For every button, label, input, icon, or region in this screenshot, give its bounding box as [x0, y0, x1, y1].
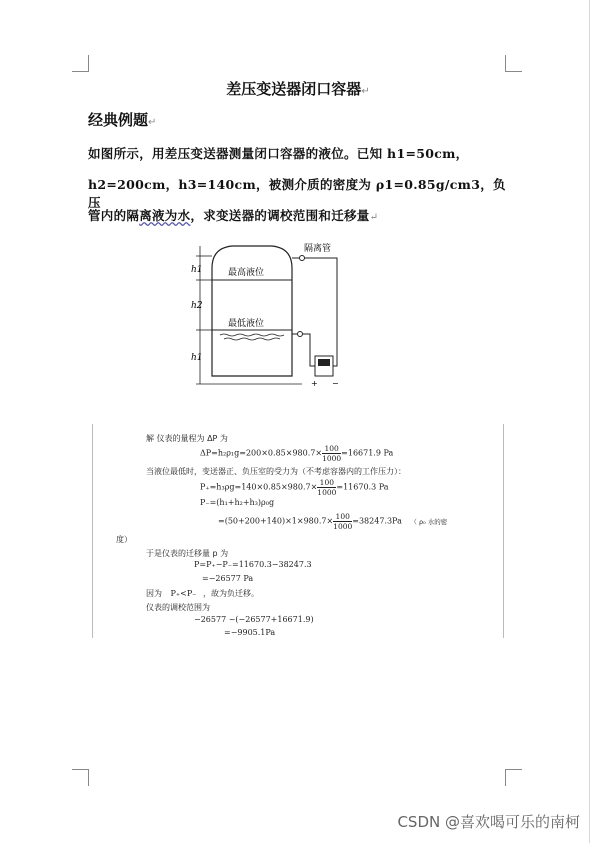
sol-line-3: 当液位最低时，变送器正、负压室的受力为（不考虑容器内的工作压力）：: [146, 467, 406, 476]
sol-line-7: 度）: [116, 535, 132, 544]
document-title: [0, 78, 596, 99]
sol-line-5: P₋=(h₁+h₂+h₃)ρ₀g: [200, 498, 275, 507]
section-heading: [88, 109, 156, 130]
paragraph-mark: ↵: [361, 86, 370, 97]
label-plus: +: [311, 379, 318, 388]
label-h1-bottom: h1: [191, 353, 203, 363]
sol-line-9: P=P₊−P₋=11670.3−38247.3: [194, 560, 312, 569]
crop-mark-top-right: [505, 55, 522, 72]
paragraph-mark: ↵: [369, 212, 379, 223]
sol-line-6: =(50+200+140)×1×980.7× $\frac{100}{1000}$ =38247.3Pa （ ρ₀ 水的密: [218, 512, 448, 531]
sol-line-4: P₊=h₃ρg=140×0.85×980.7× $\frac{100}{1000}$ =11670.3 Pa: [200, 478, 389, 497]
crop-mark-top-left: [72, 55, 89, 72]
sol-line-14: =−9905.1Pa: [224, 628, 276, 637]
crop-mark-bottom-right: [505, 769, 522, 786]
problem-line-2: h2=200cm，h3=140cm，被测介质的密度为 ρ1=0.85g/cm3，负压: [88, 177, 506, 210]
sol-line-2: ΔP=h₂ρ₁g=200×0.85×980.7× $\frac{100}{1000}$ =16671.9 Pa: [200, 444, 394, 463]
isolation-pipe: [292, 258, 337, 366]
crop-mark-bottom-left: [72, 769, 89, 786]
sol-line-1: 解 仪表的量程为 ΔP 为: [146, 434, 228, 443]
label-min-level: 最低液位: [228, 319, 265, 329]
sol-line-13: −26577 ~(−26577+16671.9): [194, 615, 314, 624]
title-text: 差压变送器闭口容器: [226, 80, 362, 98]
label-max-level: 最高液位: [228, 268, 265, 278]
label-minus: −: [332, 379, 339, 388]
solution-right-border: [503, 424, 504, 638]
positive-pipe: [292, 334, 318, 366]
solution-left-border: [92, 424, 93, 638]
page-edge: [589, 0, 590, 843]
sol-line-8: 于是仪表的迁移量 p 为: [146, 549, 229, 558]
problem-line-3-c: ，求变送器的调校范围和迁移量: [190, 208, 370, 223]
problem-line-3-b: 离液为水: [139, 208, 191, 223]
sol-line-10: =−26577 Pa: [202, 574, 254, 583]
problem-line-3: [88, 206, 508, 224]
label-isolation-pipe: 隔离管: [304, 244, 332, 254]
transmitter-display: [318, 359, 330, 366]
problem-line-1: 如图所示，用差压变送器测量闭口容器的液位。已知 h1=50cm，: [88, 146, 469, 161]
problem-line-3-a: 管内的隔: [88, 208, 140, 223]
label-h2: h2: [191, 301, 203, 311]
valve-icon: [298, 332, 303, 337]
label-h1-top: h1: [191, 265, 203, 275]
valve-icon: [300, 256, 305, 261]
watermark: CSDN @喜欢喝可乐的南柯: [397, 813, 580, 831]
solution-block: [92, 424, 504, 638]
paragraph-mark: ↵: [148, 117, 157, 128]
vessel-body: [212, 246, 292, 376]
heading-text: 经典例题: [88, 111, 149, 129]
sol-line-12: 仪表的调校范围为: [146, 603, 210, 612]
sol-line-11: 因为 P₊<P₋ ，故为负迁移。: [146, 589, 260, 598]
vessel-diagram: [182, 238, 372, 388]
